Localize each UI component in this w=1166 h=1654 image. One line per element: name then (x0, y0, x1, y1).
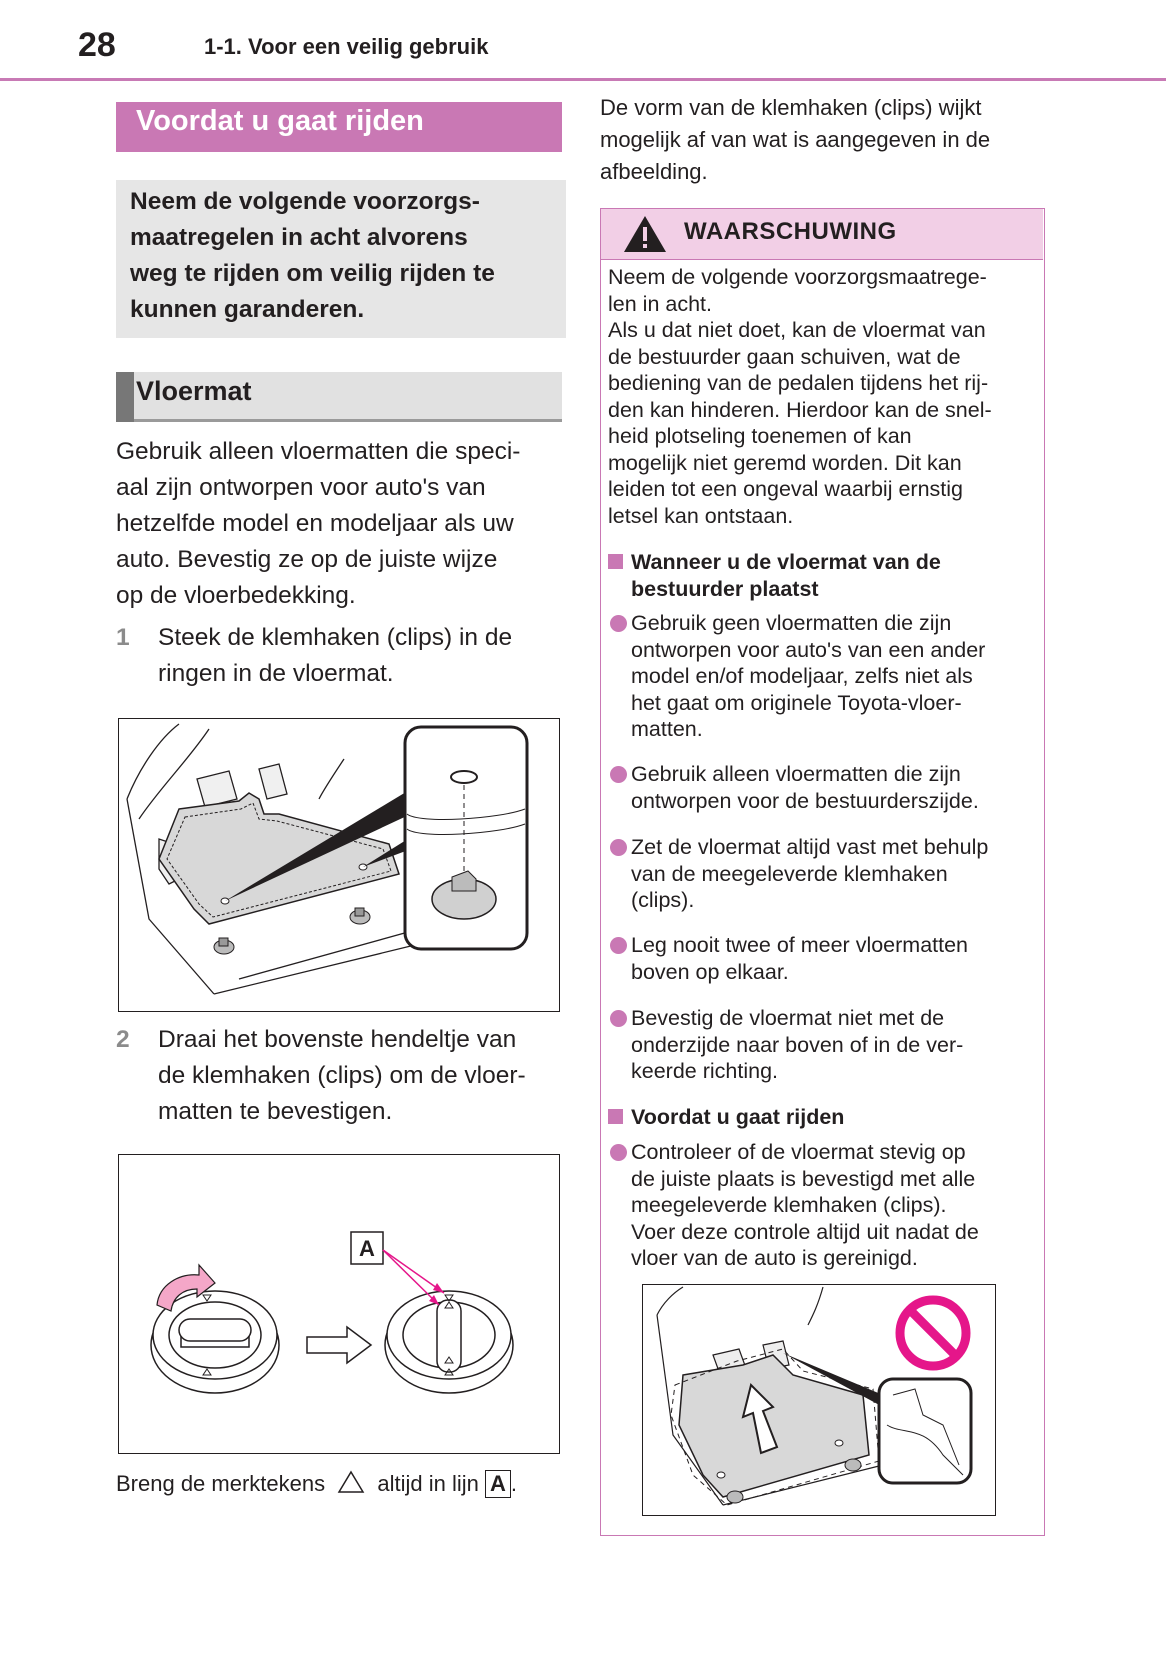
floor-mat-illustration (119, 719, 558, 1010)
warning-line: de bestuurder gaan schuiven, wat de (608, 344, 961, 369)
bullet-line: Zet de vloermat altijd vast met behulp (631, 835, 989, 859)
body-line: hetzelfde model en modeljaar als uw (116, 510, 514, 537)
warning-line: Neem de volgende voorzorgsmaatrege- (608, 265, 987, 289)
step-line: Draai het bovenste hendeltje van (158, 1026, 517, 1053)
bullet-item (608, 761, 1038, 814)
square-bullet-icon (608, 1109, 623, 1124)
bullet-line: matten. (631, 717, 703, 741)
warning-line: den kan hinderen. Hierdoor kan de snel- (608, 397, 992, 422)
warning-text (608, 264, 1038, 529)
warning-line: letsel kan ontstaan. (608, 503, 794, 528)
round-bullet-icon (610, 1010, 627, 1027)
step-line: matten te bevestigen. (158, 1098, 393, 1125)
heading-line: bestuurder plaatst (631, 576, 819, 601)
bullet-line: Bevestig de vloermat niet met de (631, 1006, 945, 1030)
step-1 (116, 620, 566, 692)
intro-line: Neem de volgende voorzorgs- (130, 188, 480, 215)
bullet-item (608, 1005, 1038, 1085)
bullet-line: onderzijde naar boven of in de ver- (631, 1032, 964, 1057)
alignment-caption (116, 1470, 517, 1498)
intro-line: maatregelen in acht alvorens (130, 224, 468, 251)
figure-wrong-mat-position (642, 1284, 996, 1516)
intro-line: weg te rijden om veilig rijden te (130, 260, 495, 287)
bullet-line: keerde richting. (631, 1059, 778, 1083)
bullet-item (608, 932, 1038, 985)
clip-shape-note (600, 92, 1050, 188)
bullet-item (608, 610, 1038, 743)
heading-line: Wanneer u de vloermat van de (631, 550, 941, 574)
round-bullet-icon (610, 615, 627, 632)
bullet-line: Voer deze controle altijd uit nadat de (631, 1219, 979, 1244)
caption-text: altijd in lijn (377, 1471, 479, 1496)
step-line: de klemhaken (clips) om de vloer- (158, 1062, 526, 1089)
figure-clip-rotation (118, 1154, 560, 1454)
figure-label-a: A (359, 1236, 375, 1261)
chapter-title: 1-1. Voor een veilig gebruik (204, 34, 489, 59)
clip-rotation-illustration (119, 1155, 558, 1452)
body-line: auto. Bevestig ze op de juiste wijze (116, 546, 498, 573)
warning-line: mogelijk niet geremd worden. Dit kan (608, 450, 962, 475)
bullet-line: ontworpen voor de bestuurderszijde. (631, 788, 979, 813)
note-line: mogelijk af van wat is aangegeven in de (600, 127, 991, 152)
warning-line: heid plotseling toenemen of kan (608, 424, 912, 448)
round-bullet-icon (610, 839, 627, 856)
heading-driver-mat (608, 549, 1038, 602)
header-rule (0, 78, 1166, 81)
warning-line: Als u dat niet doet, kan de vloermat van (608, 318, 986, 342)
bullet-line: Gebruik geen vloermatten die zijn (631, 611, 952, 635)
heading-before-driving (608, 1104, 1038, 1131)
bullet-line: model en/of modeljaar, zelfs niet als (631, 664, 973, 688)
body-line: Gebruik alleen vloermatten die speci- (116, 438, 521, 465)
figure-floor-mat-clips (118, 718, 560, 1012)
step-number: 2 (116, 1026, 130, 1053)
bullet-line: van de meegeleverde klemhaken (631, 861, 948, 886)
caption-text: Breng de merktekens (116, 1471, 326, 1496)
warning-title: WAARSCHUWING (684, 218, 897, 245)
section-title: Voordat u gaat rijden (116, 102, 562, 152)
triangle-mark-icon (337, 1470, 365, 1494)
note-line: De vorm van de klemhaken (clips) wijkt (600, 95, 982, 120)
round-bullet-icon (610, 766, 627, 783)
step-number: 1 (116, 624, 130, 651)
step-2 (116, 1022, 566, 1130)
body-paragraph (116, 434, 566, 614)
bullet-line: vloer van de auto is gereinigd. (631, 1246, 918, 1270)
round-bullet-icon (610, 1144, 627, 1161)
intro-box (116, 180, 566, 338)
bullet-line: meegeleverde klemhaken (clips). (631, 1193, 947, 1217)
bullet-item (608, 1139, 1038, 1272)
caption-end: . (510, 1471, 517, 1496)
bullet-line: (clips). (631, 888, 695, 912)
caption-box-a: A (485, 1470, 511, 1498)
bullet-line: ontworpen voor auto's van een ander (631, 637, 986, 662)
bullet-line: boven op elkaar. (631, 959, 789, 984)
bullet-line: het gaat om originele Toyota-vloer- (631, 690, 962, 715)
bullet-line: de juiste plaats is bevestigd met alle (631, 1166, 976, 1191)
subheading-bar (116, 372, 134, 422)
wrong-mat-illustration (643, 1285, 994, 1514)
bullet-item (608, 834, 1038, 914)
warning-line: leiden tot een ongeval waarbij ernstig (608, 477, 963, 501)
round-bullet-icon (610, 937, 627, 954)
bullet-line: Leg nooit twee of meer vloermatten (631, 933, 969, 957)
warning-line: bediening van de pedalen tijdens het rij- (608, 371, 989, 395)
heading-line: Voordat u gaat rijden (631, 1105, 845, 1129)
page-number: 28 (78, 26, 116, 64)
bullet-line: Controleer of de vloermat stevig op (631, 1140, 966, 1164)
intro-line: kunnen garanderen. (130, 296, 365, 323)
body-line: op de vloerbedekking. (116, 582, 356, 609)
bullet-line: Gebruik alleen vloermatten die zijn (631, 762, 961, 786)
square-bullet-icon (608, 554, 623, 569)
note-line: afbeelding. (600, 159, 708, 184)
warning-line: len in acht. (608, 291, 712, 316)
warning-triangle-icon (622, 214, 668, 254)
step-line: Steek de klemhaken (clips) in de (158, 624, 513, 651)
body-line: aal zijn ontworpen voor auto's van (116, 474, 486, 501)
step-line: ringen in de vloermat. (158, 660, 394, 687)
subheading-vloermat: Vloermat (116, 372, 562, 422)
